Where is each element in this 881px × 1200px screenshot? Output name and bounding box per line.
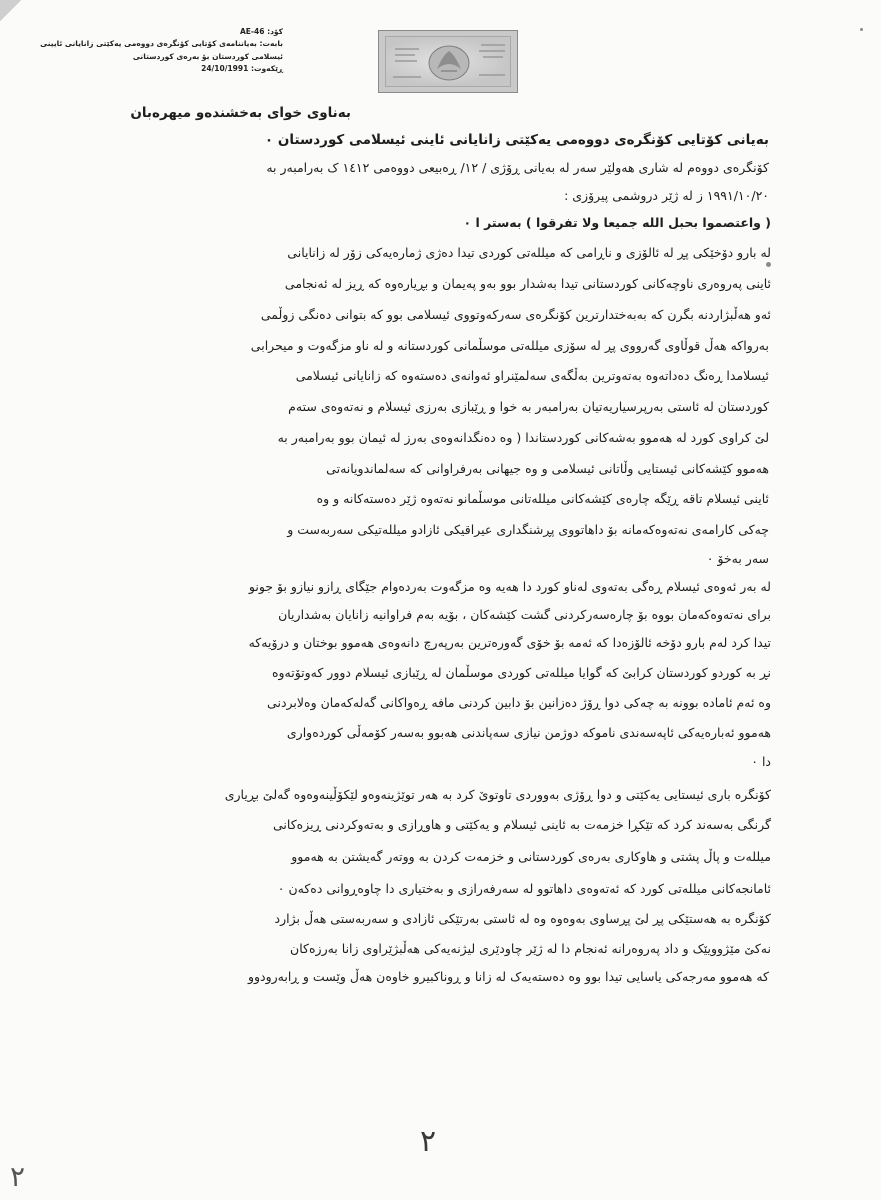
- text-line: لێ کراوی کورد لە هەموو بەشەکانی کوردستاندا ( وە دەنگدانەوەی بەرز لە ئیمان بوو بەرامبەر بە: [277, 430, 769, 445]
- text-line: کۆنگرە باری ئیستایی یەکێتی و دوا ڕۆژی بەووردی تاوتوێ کرد بە هەر توێژینەوەو لێکۆڵینەوەوە گەلێ بڕیاری: [224, 787, 771, 802]
- text-line: نڕ بە کوردو کوردستان کرابێ کە گوایا میللەتی کوردی موسڵمان لە ڕێبازی ئیسلام دوور کەوتۆتەوە: [271, 665, 771, 680]
- text-line: سەر بەخۆ ٠: [706, 551, 769, 566]
- text-line: هەموو کێشەکانی ئیستایی وڵاتانی ئیسلامی و وە جیهانی بەرفراوانی کە سەلماندویانەتی: [326, 461, 769, 476]
- text-line: کە هەموو مەرجەکی یاسایی تیدا بوو وە دەستەیەک لە زانا و ڕوناکبیرو خاوەن هەڵ وێست و ڕابەرودوو: [247, 969, 769, 984]
- document-title: بەناوی خوای بەخشندەو میهرەبان: [130, 105, 351, 121]
- text-line: ئامانجەکانی میللەتی کورد کە ئەتەوەی داهاتوو لە سەرفەرازی و بەختیاری دا چاوەڕوانی دەکەن ٠: [277, 881, 771, 896]
- metadata-subject-line-2: ئیسلامی کوردستان بۆ بەرەی کوردستانی: [132, 51, 283, 61]
- text-line: لە بەر ئەوەی ئیسلام ڕەگی بەتەوی لەناو کورد دا هەیە وە مزگەوت بەردەوام جێگای ڕازو نیازو بۆ جونو: [248, 579, 771, 594]
- text-line: ١٩٩١/١٠/٢٠ ز لە ژێر دروشمی پیرۆزی :: [564, 188, 769, 203]
- text-line: میللەت و پاڵ پشتی و هاوکاری بەرەی کوردستانی و خزمەت کردن بە ووتەر گەیشتن بە هەموو: [291, 849, 771, 864]
- corner-page-mark: ٢: [10, 1160, 26, 1193]
- text-line: ئاینی ئیسلام تاقە ڕێگە چارەی کێشەکانی میللەتانی موسڵمانو نەتەوە ژێر دەستەکانە و وە: [316, 491, 769, 506]
- handwritten-page-number: ٢: [420, 1124, 437, 1159]
- metadata-code: کۆد: AE-46: [239, 27, 283, 36]
- scan-speck: [766, 262, 771, 267]
- emblem-icon: [379, 31, 519, 94]
- text-line: هەموو ئەبارەیەکی ئاپەسەندی ناموکە دوژمن نیازی سەپاندنی هەبوو بەسەر کۆمەڵی کوردەواری: [286, 725, 771, 740]
- text-line: کوردستان لە ئاستی بەرپرسیاریەتیان بەرامبەر بە خوا و ڕێبازی بەرزی ئیسلام و نەتەوەی ستەم: [288, 399, 769, 414]
- metadata-date: ڕێکەوت: 24/10/1991: [201, 64, 283, 74]
- text-line: ئەو هەڵبژاردنە بگرن کە بەبەختدارترین کۆنگرەی سەرکەوتووی ئیسلامی بوو کە بتوانی دەنگی زوڵمی: [260, 307, 771, 322]
- document-metadata: [33, 26, 283, 76]
- archive-stamp-logo: [378, 30, 518, 93]
- metadata-subject-line-1: بابەت: بەیاننامەی کۆتایی کۆنگرەی دووەمی یەکێتی زانایانی ئایینی: [40, 39, 283, 49]
- page-corner-fold: [0, 0, 30, 30]
- text-line: کۆنگرەی دووەم لە شاری هەولێر سەر لە بەیانی ڕۆژی / ١٢/ ڕەبیعی دووەمی ١٤١٢ ک بەرامبەر بە: [266, 160, 769, 175]
- text-line: تیدا کرد لەم بارو دۆخە ئالۆزەدا کە ئەمە بۆ خۆی گەورەترین بەرپەرچ دانەوەی هەموو بوختان و درۆیەکە: [248, 635, 771, 650]
- text-line: دا ٠: [751, 754, 771, 769]
- text-line: چەکی کارامەی نەتەوەکەمانە بۆ داهاتووی پڕشنگداری عیراقیکی ئازادو میللەتیکی سەربەست و: [287, 522, 769, 537]
- slogan-line: ( واعتصموا بحبل الله جمیعا ولا تفرقوا ) بەستر ا ٠: [463, 215, 771, 230]
- text-line: گرنگی بەسەند کرد کە تێکڕا خزمەت بە ئاینی ئیسلام و یەکێتی و هاوڕازی و بەتەوکردنی ڕیزەکانی: [273, 817, 771, 832]
- text-line: نەکێ مێژوویێک و داد پەروەرانە ئەنجام دا لە ژێر چاودێری لیژنەیەکی هەڵبژێراوی زانا بەرزەکان: [290, 941, 771, 956]
- document-heading: بەیانی کۆتایی کۆنگرەی دووەمی یەکێتی زانایانی ئاینی ئیسلامی کوردستان ٠: [264, 132, 769, 148]
- text-line: برای نەتەوەکەمان بووە بۆ چارەسەرکردنی گشت کێشەکان ، بۆیە بەم فراوانیە زانایان بەشداریان: [278, 607, 771, 622]
- scan-speck: [860, 28, 863, 31]
- text-line: بەرواکە هەڵ قوڵاوی گەرووی پڕ لە سۆزی میللەتی موسڵمانی کوردستانە و لە ناو مزگەوت و میحرابی: [250, 338, 769, 353]
- text-line: ئیسلامدا ڕەنگ دەداتەوە بەتەوترین بەڵگەی سەلمێنراو ئەوانەی دەستەوە کە زانایانی ئیسلامی: [295, 368, 769, 383]
- text-line: کۆنگرە بە هەستێکی پڕ لێ پڕساوی بەوەوە وە لە ئاستی بەرتێکی ئازادی و سەربەستی هەڵ بژارد: [274, 911, 771, 926]
- text-line: ئاینی پەروەری ناوچەکانی کوردستانی تیدا بەشدار بوو بەو پەیمان و بڕیارەوە کە ڕیز لە ئەنجامی: [284, 276, 771, 291]
- text-line: وە ئەم ئامادە بوونە بە چەکی دوا ڕۆژ دەزانین بۆ دابین کردنی مافە ڕەواکانی گەلەکەمان وەلابردنی: [267, 695, 771, 710]
- text-line: لە بارو دۆخێکی پڕ لە ئالۆزی و ناڕامی کە میللەتی کوردی تیدا دەژی ژمارەیەکی زۆر لە زانایانی: [287, 245, 771, 260]
